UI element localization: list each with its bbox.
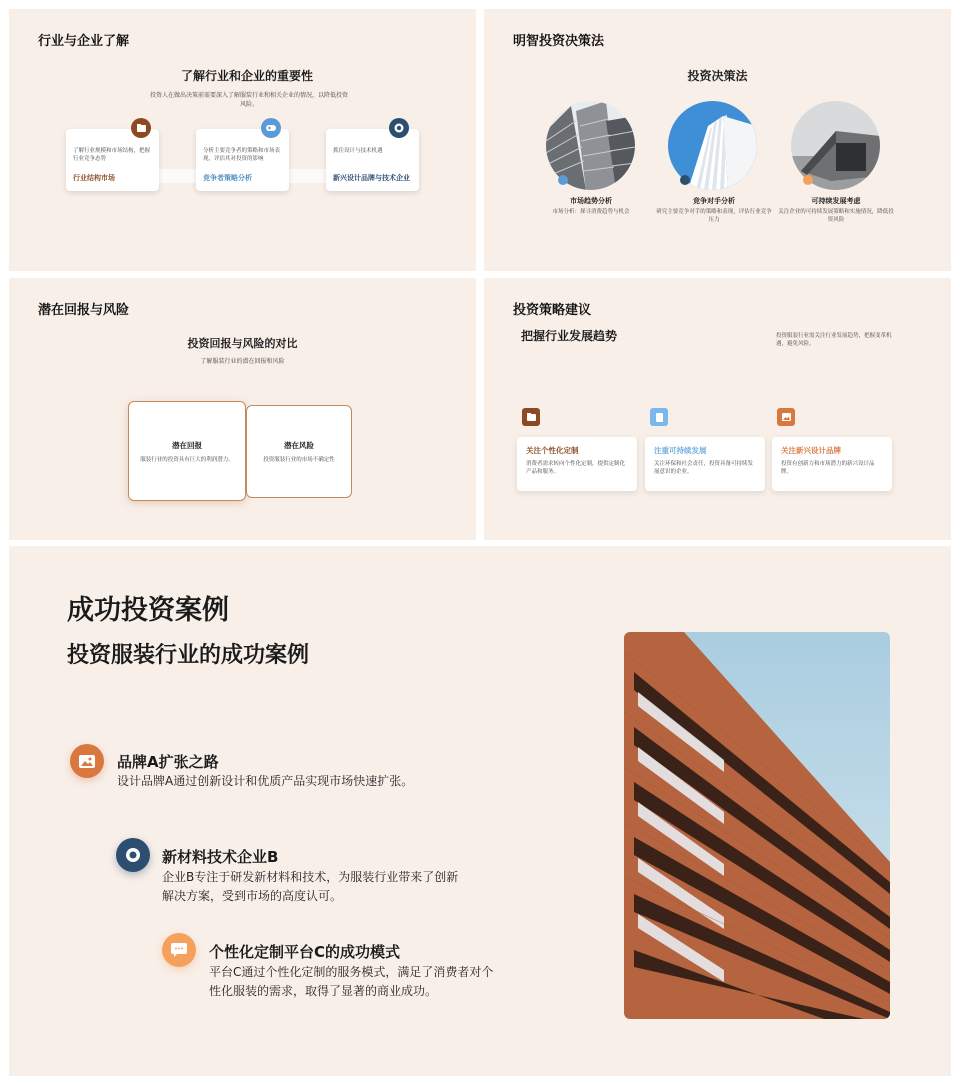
marker-dot: [558, 175, 568, 185]
document-icon: [650, 408, 668, 426]
item-title: 竞争对手分析: [693, 197, 735, 205]
folder-icon: [131, 118, 151, 138]
card-desc: 投资服装行业的市场不确定性: [263, 457, 335, 463]
slide-title: 行业与企业了解: [38, 34, 130, 49]
strategy-card-custom: [517, 437, 637, 491]
chat-icon: [162, 933, 196, 967]
slide-title: 明智投资决策法: [513, 34, 605, 49]
card-title: 潜在回报: [172, 440, 202, 450]
target-icon: [389, 118, 409, 138]
card-title: 注重可持续发展: [654, 446, 707, 455]
info-card-design-tech: [326, 129, 419, 191]
info-card-competitor: [196, 129, 289, 191]
slide-return-risk: [9, 278, 476, 540]
item-title: 可持续发展考虑: [811, 197, 861, 205]
building-facade-photo: [624, 632, 890, 1019]
slide-subtitle: 了解服装行业的潜在回报和风险: [200, 358, 285, 365]
card-desc: 消费者需求转向个性化定制，提供定制化产品和服务。: [526, 461, 626, 475]
slide-title: 投资策略建议: [513, 303, 592, 318]
risk-card: [246, 405, 352, 498]
image-icon: [70, 744, 104, 778]
slide-title: 成功投资案例: [67, 595, 229, 626]
strategy-card-sustainable: [645, 437, 765, 491]
slide-heading: 了解行业和企业的重要性: [180, 69, 313, 83]
target-icon: [116, 838, 150, 872]
card-title: 关注个性化定制: [526, 446, 579, 455]
slide-heading: 投资回报与风险的对比: [187, 337, 298, 350]
slide-success-cases: [9, 546, 951, 1076]
case-title: 个性化定制平台C的成功模式: [209, 943, 401, 961]
image-icon: [777, 408, 795, 426]
slide-heading: 投资决策法: [687, 69, 748, 83]
gamepad-icon: [261, 118, 281, 138]
card-desc: 关注环保和社会责任，投资具备可持续发展意识的企业。: [654, 461, 754, 475]
item-title: 市场趋势分析: [570, 197, 612, 205]
slide-strategy-advice: [484, 278, 951, 540]
case-desc: 平台C通过个性化定制的服务模式，满足了消费者对个性化服装的需求，取得了显著的商业成功。: [209, 965, 494, 998]
card-title: 潜在风险: [284, 441, 314, 450]
card-desc: 投资有创新力和市场潜力的新兴设计品牌。: [781, 461, 875, 475]
slide-subtitle: 投资服装行业的成功案例: [67, 643, 310, 668]
item-desc: 关注企业的可持续发展策略和实施情况，降低投资风险: [778, 209, 894, 223]
item-desc: 研究主要竞争对手的策略和表现，评估行业竞争压力: [656, 209, 772, 223]
card-title: 关注新兴设计品牌: [781, 446, 841, 455]
card-label: 竞争者策略分析: [203, 174, 252, 182]
card-text: 分析主要竞争者的策略和市场表现，评估其对投资的影响: [203, 148, 281, 162]
slide-description: 投资人在做出决策前需要深入了解服装行业和相关企业的情况，以降低投资风险。: [149, 92, 348, 108]
folder-icon: [522, 408, 540, 426]
card-text: 抓住设计与技术机遇: [333, 148, 383, 154]
return-card: [128, 401, 246, 501]
case-desc: 设计品牌A通过创新设计和优质产品实现市场快速扩张。: [117, 774, 414, 788]
card-label: 行业结构市场: [73, 174, 115, 182]
marker-dot: [680, 175, 690, 185]
slide-heading: 把握行业发展趋势: [521, 329, 618, 343]
card-label: 新兴设计品牌与技术企业: [333, 174, 410, 182]
card-text: 了解行业规模和市场结构，把握行业竞争态势: [73, 148, 151, 162]
case-desc: 企业B专注于研发新材料和技术，为服装行业带来了创新解决方案，受到市场的高度认可。: [162, 870, 459, 903]
info-card-market-structure: [66, 129, 159, 191]
slide-investment-decision: [484, 9, 951, 271]
case-title: 新材料技术企业B: [162, 848, 279, 866]
slide-title: 潜在回报与风险: [38, 303, 130, 318]
slide-industry-understanding: [9, 9, 476, 271]
item-desc: 市场分析：探寻消费趋势与机会: [552, 209, 630, 215]
card-desc: 服装行业的投资具有巨大的利润潜力。: [140, 456, 234, 463]
marker-dot: [803, 175, 813, 185]
slide-note: 投资服装行业需关注行业发展趋势，把握变革机遇，避免风险。: [776, 333, 892, 347]
strategy-card-emerging: [772, 437, 892, 491]
case-title: 品牌A扩张之路: [117, 753, 219, 771]
